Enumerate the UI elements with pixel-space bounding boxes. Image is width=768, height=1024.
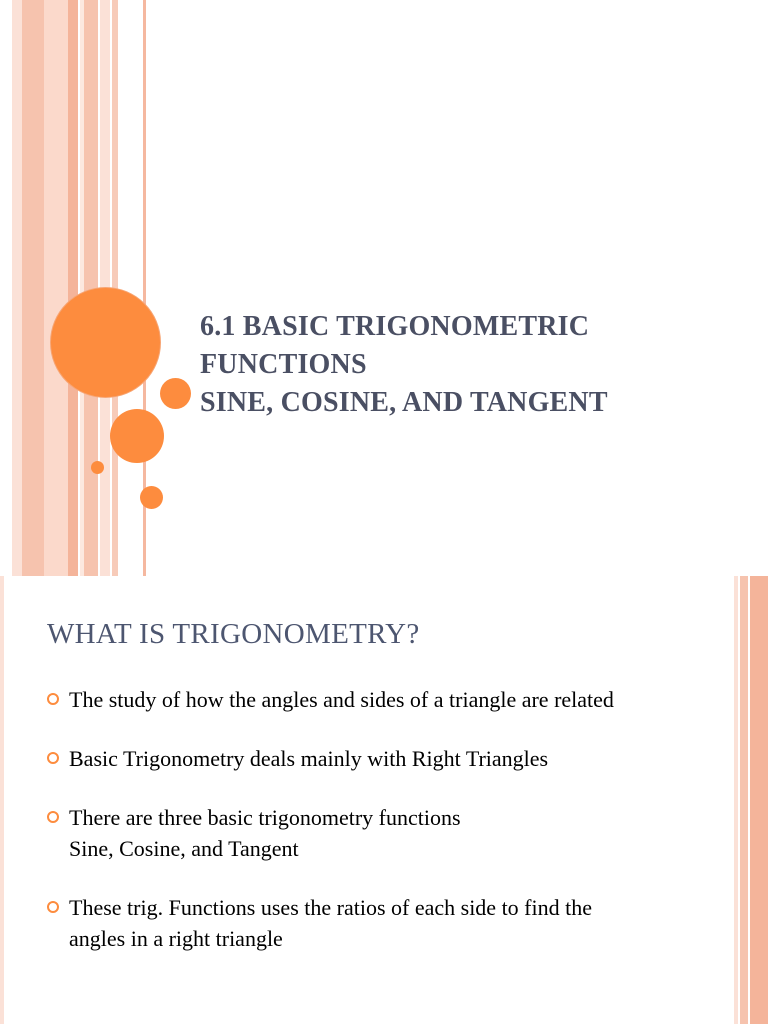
decorative-circle	[91, 461, 104, 474]
decorative-stripe	[22, 0, 44, 576]
title-line: SINE, COSINE, AND TANGENT	[200, 387, 608, 418]
decorative-stripe	[44, 0, 68, 576]
decorative-stripe	[750, 576, 768, 1024]
decorative-stripe	[734, 576, 738, 1024]
decorative-stripe	[740, 576, 748, 1024]
bullet-text: There are three basic trigonometry functions	[69, 805, 461, 830]
bullet-icon	[47, 811, 59, 823]
title-line: 6.1 BASIC TRIGONOMETRIC	[200, 311, 590, 342]
bullet-text: Sine, Cosine, and Tangent	[69, 836, 299, 861]
bullet-text: These trig. Functions uses the ratios of each side to find the	[69, 895, 592, 920]
slide-title	[200, 308, 680, 422]
bullet-icon	[47, 693, 59, 705]
bullet-icon	[47, 901, 59, 913]
decorative-circle	[110, 409, 164, 463]
bullet-text: Basic Trigonometry deals mainly with Right Triangles	[69, 746, 549, 771]
title-line: FUNCTIONS	[200, 349, 367, 380]
slide-heading: WHAT IS TRIGONOMETRY?	[47, 618, 420, 650]
list-item	[47, 743, 727, 774]
bullet-list	[47, 684, 727, 982]
bullet-text: angles in a right triangle	[69, 926, 283, 951]
decorative-stripe	[0, 576, 4, 1024]
bullet-text: The study of how the angles and sides of a triangle are related	[69, 687, 614, 712]
decorative-stripe	[12, 0, 22, 576]
list-item	[47, 802, 727, 864]
bullet-icon	[47, 752, 59, 764]
decorative-circle	[160, 378, 191, 409]
decorative-circle	[140, 486, 163, 509]
list-item	[47, 684, 727, 715]
decorative-stripe	[68, 0, 78, 576]
list-item	[47, 892, 727, 954]
decorative-circle-large	[51, 288, 160, 397]
content-slide	[0, 576, 768, 1024]
